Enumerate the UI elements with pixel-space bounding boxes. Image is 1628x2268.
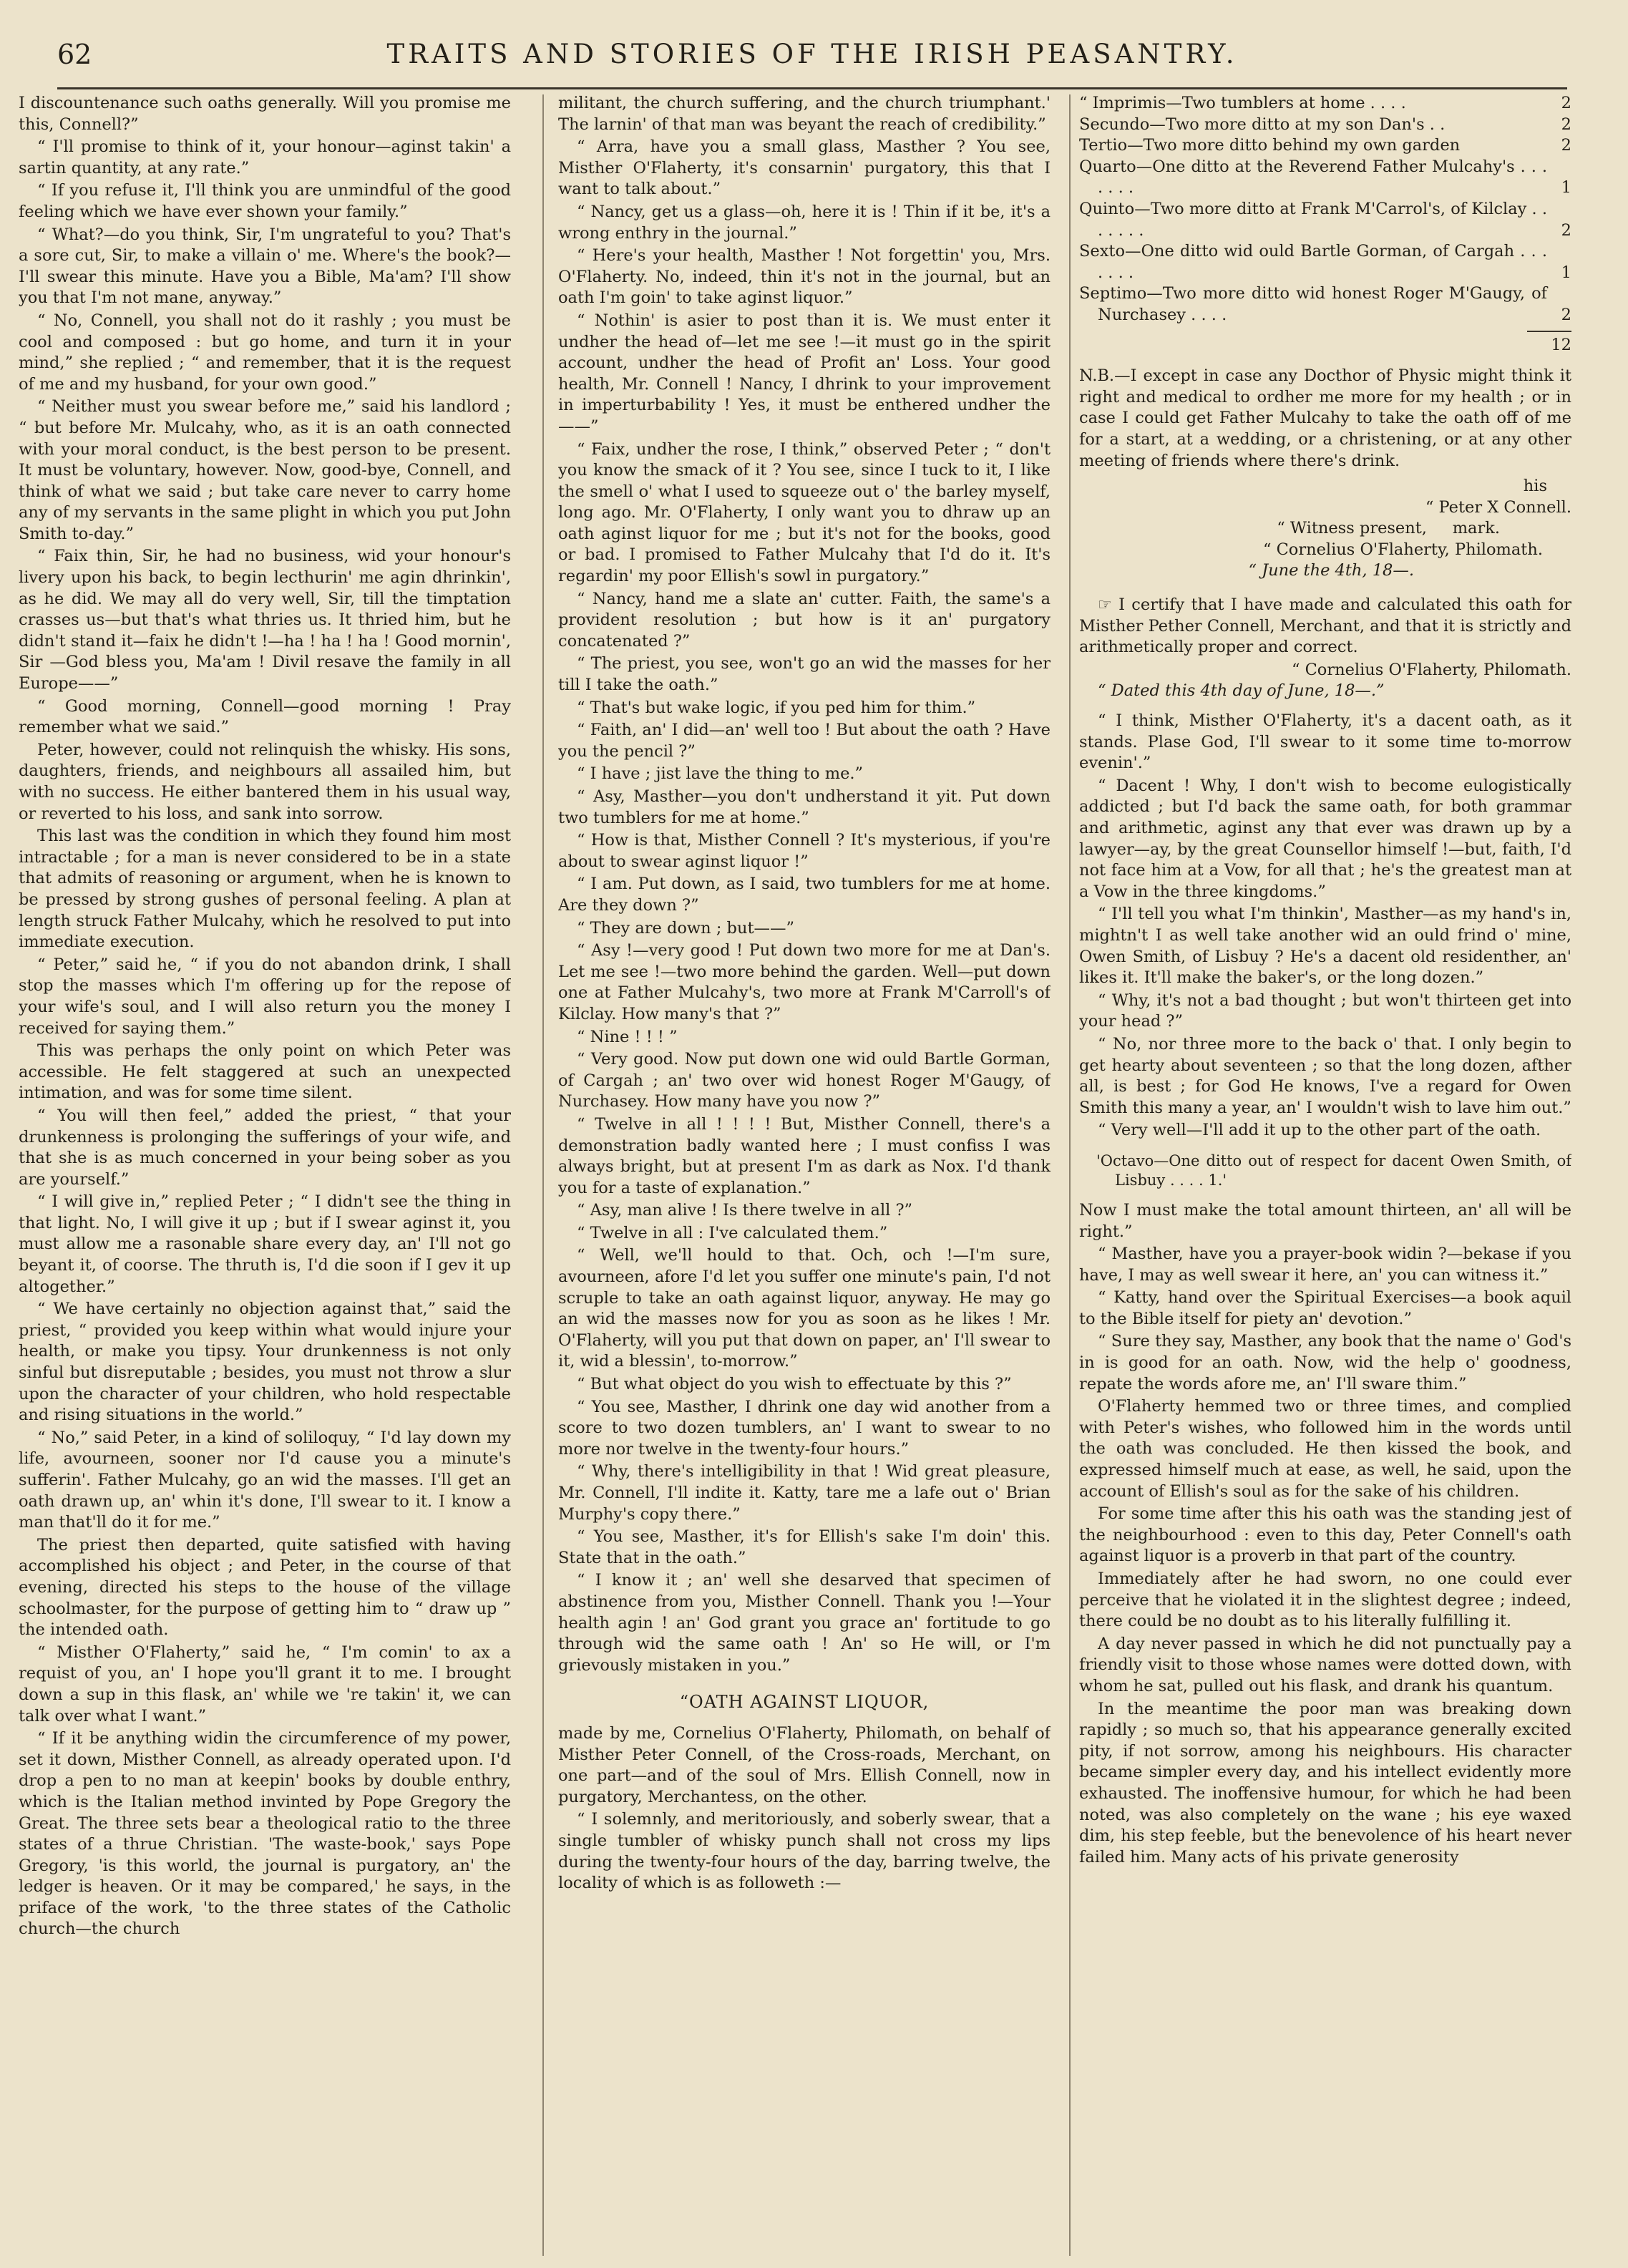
paragraph: “ Nancy, hand me a slate an' cutter. Faith, the same's a provident resolution ; but how is it an' purgatory concatenated ?”: [558, 589, 1051, 651]
oath-item-text: Quarto—One ditto at the Reverend Father Mulcahy's . . . . . . .: [1079, 157, 1547, 198]
paragraph: For some time after this his oath was the standing jest of the neighbourhood : even to this day, Peter Connell's oath against liquor is a proverb in that part of the country.: [1079, 1504, 1571, 1566]
paragraph: “ Nine ! ! ! ”: [577, 1027, 678, 1046]
signature-his: his: [1523, 477, 1547, 496]
oath-item-count: 2: [1561, 305, 1571, 324]
certification-text: I certify that I have made and calculated this oath for Misther Pether Connell, Merchant, and that it is strictly and arithmetically proper and correct.: [1079, 595, 1571, 657]
paragraph: “ You will then feel,” added the priest, “ that your drunkenness is prolonging the sufferings of your wife, and that she is as much concerned in your being sober as you are yourself.”: [19, 1106, 511, 1189]
oath-item-row: [1079, 283, 1571, 326]
oath-item-row: [1079, 241, 1571, 283]
paragraph: “ You see, Masther, I dhrink one day wid another from a score to two dozen tumblers, an' I want to swear to no more nor twelve in the twenty-four hours.”: [558, 1397, 1051, 1459]
oath-item-text: Tertio—Two more ditto behind my own garden: [1079, 136, 1461, 155]
paragraph: “ If you refuse it, I'll think you are unmindful of the good feeling which we have ever shown your family.”: [19, 181, 511, 221]
paragraph: “ Arra, have you a small glass, Masther ? You see, Misther O'Flaherty, it's consarnin' purgatory, this that I want to talk about.”: [558, 137, 1051, 199]
signature-date: “ June the 4th, 18—.: [1248, 561, 1414, 580]
paragraph: “ Good morning, Connell—good morning ! Pray remember what we said.”: [19, 696, 511, 737]
oath-item-text: Sexto—One ditto wid ould Bartle Gorman, of Cargah . . . . . . .: [1079, 242, 1547, 282]
mark-label: mark.: [1452, 519, 1500, 538]
column-middle: [558, 93, 1051, 2262]
paragraph: “ I think, Misther O'Flaherty, it's a dacent oath, as it stands. Plase God, I'll swear to it some time to-morrow evenin'.”: [1079, 711, 1571, 773]
paragraph: This was perhaps the only point on which Peter was accessible. He felt staggered at such an unexpected intimation, and was for some time silent.: [19, 1041, 511, 1103]
oath-item-text: Secundo—Two more ditto at my son Dan's . .: [1079, 115, 1446, 134]
paragraph: militant, the church suffering, and the church triumphant.' The larnin' of that man was beyant the reach of credibility.”: [558, 94, 1051, 134]
oath-item-row: [1079, 157, 1571, 199]
paragraph: “ Nancy, get us a glass—oh, here it is ! Thin if it be, it's a wrong enthry in the journal.”: [558, 202, 1051, 243]
paragraph: “ Dacent ! Why, I don't wish to become eulogistically addicted ; but I'd back the same oath, for both grammar and arithmetic, aginst any that ever was drawn up by a lawyer—ay, by the great Counsellor himself !—but, faith, I'd not face him at a Vow, for all that ; he's the greatest man at a Vow in the three kingdoms.”: [1079, 776, 1571, 901]
right-paragraphs-after: [1079, 1200, 1571, 1868]
oath-total: 12: [1551, 335, 1571, 354]
column-left: [19, 93, 511, 2262]
header-rule: [57, 87, 1567, 89]
right-paragraphs: [1079, 711, 1571, 1142]
paragraph: “ Very good. Now put down one wid ould Bartle Gorman, of Cargah ; an' two over wid honest Roger M'Gaugy, of Nurchasey. How many have you now ?”: [558, 1050, 1051, 1111]
oath-item-count: 2: [1561, 220, 1571, 240]
oath-item-count: 2: [1561, 94, 1571, 112]
paragraph: Peter, however, could not relinquish the whisky. His sons, daughters, friends, and neighbours all assailed him, but with no success. He either bantered them in his usual way, or reverted to his loss, and sank into sorrow.: [19, 740, 511, 823]
paragraph: “ No, nor three more to the back o' that. I only begin to get hearty about seventeen ; so that the long dozen, afther all, is best ; for God He knows, I've a regard for Owen Smith this many a year, an' I wouldn't wish to lave him out.”: [1079, 1034, 1571, 1117]
paragraph: “ No, Connell, you shall not do it rashly ; you must be cool and composed : but go home, and turn it in your mind,” she replied ; “ and remember, that it is the request of me and my husband, for your own good.”: [19, 311, 511, 394]
paragraph: “ Asy !—very good ! Put down two more for me at Dan's. Let me see !—two more behind the garden. Well—put down one at Father Mulcahy's, two more at Frank M'Carroll's of Kilclay. How many's that ?”: [558, 941, 1051, 1023]
middle-paragraphs: [558, 93, 1051, 1676]
oath-item-text: Septimo—Two more ditto wid honest Roger M'Gaugy, of Nurchasey . . . .: [1079, 284, 1547, 324]
paragraph: “ What?—do you think, Sir, I'm ungrateful to you? That's a sore cut, Sir, to make a villain o' me. Where's the book?—I'll swear this minute. Have you a Bible, Ma'am? I'll show you that I'm not mane, anyway.”: [19, 225, 511, 308]
paragraph: “ Neither must you swear before me,” said his landlord ; “ but before Mr. Mulcahy, who, as it is an oath connected with your moral conduct, is the best person to be present. It must be voluntary, however. Now, good-bye, Connell, and think of what we said ; but take care never to carry home any of my servants in the same plight in which you put John Smith to-day.”: [19, 397, 511, 543]
paragraph: “ Nothin' is asier to post than it is. We must enter it undher the head of—let me see !—it must go in the spirit account, undher the head of Profit an' Loss. Your good health, Mr. Connell ! Nancy, I dhrink to your improvement in imperturbability ! Yes, it must be enthered undher the——”: [558, 311, 1051, 436]
paragraph: “ Very well—I'll add it up to the other part of the oath.: [1098, 1121, 1541, 1140]
paragraph: “ I know it ; an' well she desarved that specimen of abstinence from you, Misther Connell. Thank you !—Your health agin ! an' God grant you grace an' fortitude to go through wid the same oath ! An' so He will, or I'm grievously mistaken in you.”: [558, 1571, 1051, 1675]
paragraph: “ Here's your health, Masther ! Not forgettin' you, Mrs. O'Flaherty. No, indeed, thin it's not in the journal, but an oath I'm goin' to take aginst liquor.”: [558, 246, 1051, 308]
oath-item-row: [1079, 93, 1571, 115]
column-right: [1079, 93, 1571, 2262]
paragraph: “ Faix thin, Sir, he had no business, wid your honour's livery upon his back, to begin lecthurin' me agin dhrinkin', as he did. We may all do very well, Sir, till the timptation crasses us—but that's what thries us. It thried him, but he didn't stand it—faix he didn't !—ha ! ha ! ha ! Good mornin', Sir —God bless you, Ma'am ! Divil resave the family in all Europe——”: [19, 547, 511, 693]
page-header: [57, 36, 1567, 79]
paragraph: “ I have ; jist lave the thing to me.”: [577, 764, 864, 784]
paragraph: “ I will give in,” replied Peter ; “ I didn't see the thing in that light. No, I will give it up ; but if I swear aginst it, you must allow me a rasonable share every day, an' I'll not go beyant it, of coorse. The thruth is, I'd die soon if I gev it up altogether.”: [19, 1192, 511, 1296]
paragraph: A day never passed in which he did not punctually pay a friendly visit to those whose names were dotted down, with whom he sat, pulled out his flask, and drank his quantum.: [1079, 1634, 1571, 1695]
paragraph: “ Sure they say, Masther, any book that the name o' God's in is good for an oath. Now, wid the help o' goodness, repate the words afore me, an' I'll sware thim.”: [1079, 1332, 1571, 1393]
column-divider: [542, 94, 544, 2256]
paragraph: This last was the condition in which they found him most intractable ; for a man is never considered to be in a state that admits of reasoning or argument, when he is known to be pressed by strong gushes of personal feeling. A plan at length struck Father Mulcahy, which he resolved to put into immediate execution.: [19, 827, 511, 952]
paragraph: “ Why, there's intelligibility in that ! Wid great pleasure, Mr. Connell, I'll indite it. Katty, tare me a lafe out o' Brian Murphy's copy there.”: [558, 1462, 1051, 1524]
oath-item-count: 2: [1561, 136, 1571, 155]
paragraph: “ I'll promise to think of it, your honour—aginst takin' a sartin quantity, at any rate.”: [19, 137, 511, 177]
pointing-hand-icon: ☞: [1098, 596, 1112, 615]
running-title: TRAITS AND STORIES OF THE IRISH PEASANTRY.: [386, 39, 1238, 69]
paragraph: “ Faix, undher the rose, I think,” observed Peter ; “ don't you know the smack of it ? You see, since I tuck to it, I like the smell o' what I used to squeeze out o' the barley myself, long ago. Mr. O'Flaherty, I only want you to dhraw up an oath aginst liquor for me ; but it's not for the books, good or bad. I promised to Father Mulcahy that I'd do it. It's regardin' my poor Ellish's sowl in purgatory.”: [558, 439, 1051, 586]
octavo-item: 'Octavo—One ditto out of respect for dacent Owen Smith, of Lisbuy . . . . 1.': [1096, 1152, 1571, 1189]
paragraph: “ But what object do you wish to effectuate by this ?”: [577, 1375, 1012, 1394]
paragraph: O'Flaherty hemmed two or three times, and complied with Peter's wishes, who followed him in the words until the oath was concluded. He then kissed the book, and expressed himself much at ease, as well, he said, upon the account of Ellish's soul as for the sake of his children.: [1079, 1397, 1571, 1501]
certification-date: “ Dated this 4th day of June, 18—.”: [1098, 681, 1385, 701]
paragraph: “ Twelve in all ! ! ! ! But, Misther Connell, there's a demonstration badly wanted here ; I must confiss I was always bright, but at present I'm as dark as Nox. I'd thank you for a taste of explanation.”: [558, 1114, 1051, 1197]
signature-witness-line: [1079, 518, 1500, 540]
paragraph: “ I'll tell you what I'm thinkin', Masther—as my hand's in, mightn't I as well take another wid an ould frind o' mine, Owen Smith, of Lisbuy ? He's a dacent old residenther, an' likes it. It'll make the baker's, or the long dozen.”: [1079, 905, 1571, 988]
paragraph: “ Twelve in all : I've calculated them.”: [577, 1223, 888, 1242]
paragraph: “ Peter,” said he, “ if you do not abandon drink, I shall stop the masses which I'm offering up for the repose of your wife's soul, and I will also return you the money I received for saying them.”: [19, 955, 511, 1038]
paragraph: “ I solemnly, and meritoriously, and soberly swear, that a single tumbler of whisky punch shall not cross my lips during the twenty-four hours of the day, barring twelve, the locality of which is as followeth :—: [558, 1810, 1051, 1893]
paragraph: “ Masther, have you a prayer-book widin ?—bekase if you have, I may as well swear it here, an' you can witness it.”: [1079, 1245, 1571, 1285]
paragraph: In the meantime the poor man was breaking down rapidly ; so much so, that his appearance generally excited pity, if not sorrow, among his neighbours. His character became simpler every day, and his intellect evidently more exhausted. The inoffensive humour, for which he had been noted, was also completely on the wane ; his eye waxed dim, his step feeble, but the benevolence of his heart never failed him. Many acts of his private generosity: [1079, 1699, 1571, 1867]
witness-label: “ Witness present,: [1277, 519, 1427, 538]
paragraph: “ Asy, man alive ! Is there twelve in all ?”: [577, 1201, 913, 1220]
paragraph: “ Misther O'Flaherty,” said he, “ I'm comin' to ax a requist of you, an' I hope you'll grant it to me. I brought down a sup in this flask, an' while we 're takin' it, we can talk over what I want.”: [19, 1642, 511, 1726]
paragraph: Now I must make the total amount thirteen, an' all will be right.”: [1079, 1200, 1571, 1241]
paragraph: “ I am. Put down, as I said, two tumblers for me at home. Are they down ?”: [558, 875, 1051, 915]
oath-preamble: [558, 1723, 1051, 1894]
paragraph: I discountenance such oaths generally. Will you promise me this, Connell?”: [19, 94, 511, 134]
oath-item-text: Quinto—Two more ditto at Frank M'Carrol's, of Kilclay . . . . . . .: [1079, 199, 1547, 240]
paragraph: “ Why, it's not a bad thought ; but won't thirteen get into your head ?”: [1079, 991, 1571, 1031]
oath-item-row: [1079, 115, 1571, 136]
paragraph: “ You see, Masther, it's for Ellish's sake I'm doin' this. State that in the oath.”: [558, 1527, 1051, 1567]
column-divider: [1069, 94, 1071, 2256]
paragraph: “ The priest, you see, won't go an wid the masses for her till I take the oath.”: [558, 654, 1051, 695]
page-number: 62: [57, 39, 92, 70]
total-rule: [1527, 331, 1571, 332]
paragraph: “ How is that, Misther Connell ? It's mysterious, if you're about to swear aginst liquor !”: [558, 831, 1051, 871]
oath-item-count: 1: [1561, 263, 1571, 282]
oath-item-row: [1079, 199, 1571, 241]
paragraph: “ Katty, hand over the Spiritual Exercises—a book aquil to the Bible itself for piety an' devotion.”: [1079, 1288, 1571, 1328]
paragraph: “ No,” said Peter, in a kind of soliloquy, “ I'd lay down my life, avourneen, sooner nor I'd cause you a minute's sufferin'. Father Mulcahy, go an wid the masses. I'll get an oath drawn up, an' whin it's done, I'll swear to it. I know a man that'll do it for me.”: [19, 1428, 511, 1532]
paragraph: “ If it be anything widin the circumference of my power, set it down, Misther Connell, as already operated upon. I'd drop a pen to no man at keepin' books by double enthry, which is the Italian method invinted by Pope Gregory the Great. The three sets bear a theological ratio to the three states of a thrue Christian. 'The waste-book,' says Pope Gregory, 'is this world, the journal is purgatory, an' the ledger is heaven. Or it may be compared,' he says, in the priface of the work, 'to the three states of the Catholic church—the church: [19, 1729, 511, 1939]
oath-item-row: [1079, 135, 1571, 157]
certification-signature: “ Cornelius O'Flaherty, Philomath.: [1291, 660, 1571, 679]
signature-philomath: “ Cornelius O'Flaherty, Philomath.: [1262, 540, 1543, 559]
paragraph: “ They are down ; but——”: [577, 918, 794, 938]
oath-item-text: “ Imprimis—Two tumblers at home . . . .: [1079, 94, 1406, 112]
paragraph: The priest then departed, quite satisfied with having accomplished his object ; and Peter, in the course of that evening, directed his steps to the house of the village schoolmaster, for the purpose of getting him to “ draw up ” the intended oath.: [19, 1535, 511, 1640]
oath-item-count: 2: [1561, 115, 1571, 134]
paragraph: “ Well, we'll hould to that. Och, och !—I'm sure, avourneen, afore I'd let you suffer one minute's pain, I'd not scruple to take an oath against liquor, anyway. He may go an wid the masses now for you as soon as he likes ! Mr. O'Flaherty, will you put that down on paper, an' I'll swear to it, wid a blessin', to-morrow.”: [558, 1246, 1051, 1371]
paragraph: made by me, Cornelius O'Flaherty, Philomath, on behalf of Misther Peter Connell, of the Cross-roads, Merchant, on one part—and of the soul of Mrs. Ellish Connell, now in purgatory, Merchantess, on the other.: [558, 1723, 1051, 1806]
oath-heading: “OATH AGAINST LIQUOR,: [679, 1692, 930, 1713]
paragraph: “ Asy, Masther—you don't undherstand it yit. Put down two tumblers for me at home.”: [558, 787, 1051, 827]
paragraph: “ That's but wake logic, if you ped him for thim.”: [577, 698, 976, 717]
oath-item-count: 1: [1561, 178, 1571, 198]
nota-bene: N.B.—I except in case any Docthor of Physic might think it right and medical to ordher me more for my health ; or in case I could get Father Mulcahy to take the oath off of me for a start, at a wedding, or a christening, or at any other meeting of friends where there's drink.: [1079, 366, 1571, 470]
signature-name: “ Peter X Connell.: [1425, 497, 1571, 517]
paragraph: “ Faith, an' I did—an' well too ! But about the oath ? Have you the pencil ?”: [558, 721, 1051, 761]
oath-items-table: [1079, 93, 1571, 326]
certification: [1079, 595, 1571, 658]
paragraph: Immediately after he had sworn, no one could ever perceive that he violated it in the slightest degree ; indeed, there could be no doubt as to his literally fulfilling it.: [1079, 1569, 1571, 1631]
paragraph: “ We have certainly no objection against that,” said the priest, “ provided you keep within what would injure your health, or make you tipsy. Your drunkenness is not only sinful but disreputable ; besides, you must not throw a slur upon the character of your children, who hold respectable and rising situations in the world.”: [19, 1300, 511, 1425]
